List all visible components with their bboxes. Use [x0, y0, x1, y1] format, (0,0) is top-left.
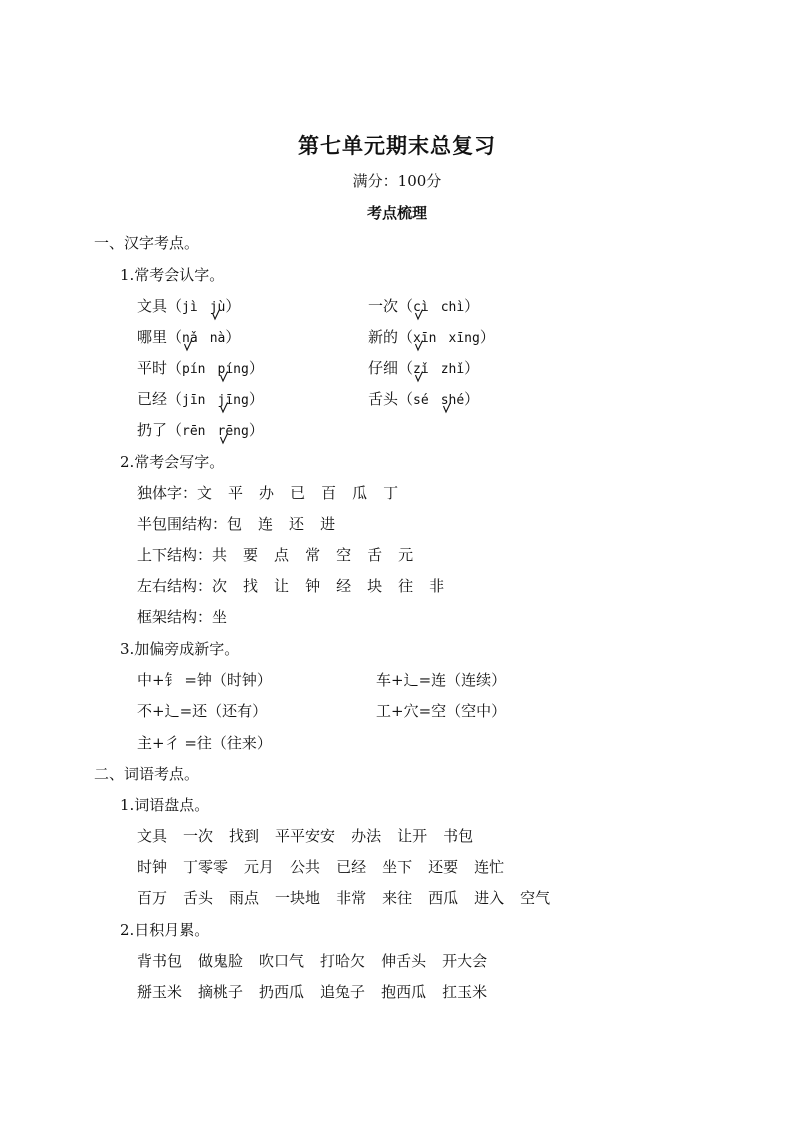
vocab-word: 元月: [244, 858, 275, 876]
pinyin-item: 新的（xīn xīng）: [368, 327, 495, 349]
check-mark-icon: [220, 433, 226, 445]
vocab-word: 雨点: [229, 889, 260, 907]
pinyin-item: 哪里（nǎ nà）: [137, 327, 240, 349]
writing-char: 舌: [367, 546, 383, 564]
writing-char: 平: [228, 484, 244, 502]
pinyin-option-2: jīng: [218, 393, 249, 408]
check-mark-icon: [415, 309, 421, 321]
pinyin-option-2: xīng: [448, 331, 480, 346]
pinyin-option-2: jù: [210, 300, 226, 315]
check-mark-icon: [220, 371, 226, 383]
vocab-word: 一块地: [275, 889, 321, 907]
word-row: [137, 826, 489, 846]
sub3-heading: 3.加偏旁成新字。: [120, 640, 240, 658]
check-mark-icon: [415, 340, 421, 352]
check-mark-icon: [184, 340, 190, 352]
writing-char: 已: [290, 484, 306, 502]
radical-item: 主+彳 =往（往来）: [137, 734, 272, 752]
writing-char: 经: [336, 577, 352, 595]
phrase: 追兔子: [320, 983, 366, 1001]
writing-char: 共: [212, 546, 228, 564]
writing-char: 元: [398, 546, 414, 564]
check-mark-icon: [415, 371, 421, 383]
writing-char: 非: [429, 577, 445, 595]
pinyin-word: 仔细: [368, 359, 399, 377]
writing-char: 文: [197, 484, 213, 502]
score-line: 满分：100分: [352, 172, 442, 190]
pinyin-word: 平时: [137, 359, 168, 377]
writing-row-label: 框架结构：: [137, 608, 213, 626]
writing-row-label: 独体字：: [137, 484, 198, 502]
pinyin-option-2: chì: [440, 300, 465, 315]
vocab-word: 非常: [336, 889, 367, 907]
pinyin-option-1: sé: [413, 393, 429, 408]
vocab-word: 舌头: [183, 889, 214, 907]
pinyin-option-2: zhǐ: [440, 362, 465, 377]
page-title: 第七单元期末总复习: [298, 133, 496, 158]
writing-row-label: 半包围结构：: [137, 515, 228, 533]
writing-char: 还: [289, 515, 305, 533]
section1-heading: 一、汉字考点。: [94, 234, 200, 252]
phrase: 背书包: [137, 952, 183, 970]
pinyin-word: 舌头: [368, 390, 399, 408]
writing-char: 块: [367, 577, 383, 595]
check-mark-icon: [220, 402, 226, 414]
check-mark-icon: [212, 309, 218, 321]
vocab-word: 一次: [183, 827, 214, 845]
vocab-word: 让开: [397, 827, 428, 845]
pinyin-word: 文具: [137, 297, 168, 315]
phrase-row: [137, 951, 503, 971]
sub1-heading: 1.常考会认字。: [120, 266, 225, 284]
writing-char: 丁: [383, 484, 399, 502]
pinyin-option-1: rēn: [182, 424, 206, 439]
pinyin-option-2: shé: [441, 393, 464, 408]
writing-char: 百: [321, 484, 337, 502]
writing-char: 坐: [212, 608, 228, 626]
phrase: 扔西瓜: [259, 983, 305, 1001]
vocab-word: 书包: [443, 827, 474, 845]
vocab-word: 平平安安: [275, 827, 336, 845]
vocab-word: 进入: [474, 889, 505, 907]
writing-char: 常: [305, 546, 321, 564]
writing-row: [137, 576, 460, 596]
sub2-heading: 2.常考会写字。: [120, 453, 225, 471]
phrase: 掰玉米: [137, 983, 183, 1001]
pinyin-option-2: rēng: [218, 424, 249, 439]
phrase: 伸舌头: [381, 952, 427, 970]
writing-char: 次: [212, 577, 228, 595]
vocab-word: 公共: [290, 858, 321, 876]
pinyin-option-1: jīn: [182, 393, 206, 408]
writing-row: [137, 514, 351, 534]
writing-char: 找: [243, 577, 259, 595]
vocab-word: 时钟: [137, 858, 168, 876]
writing-char: 往: [398, 577, 414, 595]
pinyin-option-2: píng: [218, 362, 249, 377]
radical-item: 工+穴=空（空中）: [376, 702, 507, 720]
pinyin-word: 扔了: [137, 421, 168, 439]
vocab-word: 已经: [336, 858, 367, 876]
writing-char: 要: [243, 546, 259, 564]
vocab-word: 找到: [229, 827, 260, 845]
writing-char: 空: [336, 546, 352, 564]
pinyin-option-1: pín: [182, 362, 206, 377]
pinyin-item: 仔细（zǐ zhǐ）: [368, 358, 479, 380]
pinyin-word: 已经: [137, 390, 168, 408]
writing-row-label: 上下结构：: [137, 546, 213, 564]
pinyin-item: 文具（jì jù ）: [137, 296, 240, 318]
pinyin-item: 平时（pín píng ）: [137, 358, 264, 380]
vocab-word: 百万: [137, 889, 168, 907]
writing-char: 让: [274, 577, 290, 595]
pinyin-option-1: nǎ: [182, 331, 198, 346]
radical-item: 中+钅 =钟（时钟）: [137, 671, 272, 689]
pinyin-option-1: xīn: [413, 331, 436, 346]
writing-row-label: 左右结构：: [137, 577, 213, 595]
writing-char: 包: [227, 515, 243, 533]
pinyin-item: 舌头（sé shé ）: [368, 389, 479, 411]
vocab-word: 丁零零: [183, 858, 229, 876]
phrase: 吹口气: [259, 952, 305, 970]
radical-item: 不+辶=还（还有）: [137, 702, 268, 720]
writing-char: 进: [320, 515, 336, 533]
word-row: [137, 888, 566, 908]
pinyin-word: 哪里: [137, 328, 168, 346]
phrase: 打哈欠: [320, 952, 366, 970]
writing-char: 连: [258, 515, 274, 533]
phrase: 抱西瓜: [381, 983, 427, 1001]
pinyin-word: 一次: [368, 297, 399, 315]
vocab-word: 坐下: [382, 858, 413, 876]
phrase: 扛玉米: [442, 983, 488, 1001]
phrase: 做鬼脸: [198, 952, 244, 970]
check-mark-icon: [443, 402, 449, 414]
vocab-word: 连忙: [474, 858, 505, 876]
pinyin-word: 新的: [368, 328, 399, 346]
phrase: 摘桃子: [198, 983, 244, 1001]
writing-row: [137, 607, 243, 627]
vocab-word: 还要: [428, 858, 459, 876]
writing-char: 瓜: [352, 484, 368, 502]
pinyin-option-1: cì: [413, 300, 429, 315]
summary-heading: 考点梳理: [366, 204, 427, 222]
pinyin-item: 一次（cì chì）: [368, 296, 479, 318]
radical-item: 车+辶=连（连续）: [376, 671, 507, 689]
vocab-word: 办法: [351, 827, 382, 845]
vocab-word: 文具: [137, 827, 168, 845]
pinyin-item: 扔了（rēn rēng ）: [137, 420, 264, 442]
section2-heading: 二、词语考点。: [94, 765, 200, 783]
vocab-word: 来往: [382, 889, 413, 907]
writing-char: 点: [274, 546, 290, 564]
writing-char: 钟: [305, 577, 321, 595]
vocab-word: 西瓜: [428, 889, 459, 907]
phrase: 开大会: [442, 952, 488, 970]
phrase-row: [137, 982, 503, 1002]
writing-row: [137, 483, 414, 503]
pinyin-option-1: zǐ: [413, 362, 429, 377]
accumulation-heading: 2.日积月累。: [120, 921, 210, 939]
writing-char: 办: [259, 484, 275, 502]
word-review-heading: 1.词语盘点。: [120, 796, 210, 814]
pinyin-option-1: jì: [182, 300, 198, 315]
vocab-word: 空气: [520, 889, 551, 907]
pinyin-item: 已经（jīn jīng ）: [137, 389, 264, 411]
writing-row: [137, 545, 429, 565]
pinyin-option-2: nà: [209, 331, 226, 346]
word-row: [137, 857, 520, 877]
